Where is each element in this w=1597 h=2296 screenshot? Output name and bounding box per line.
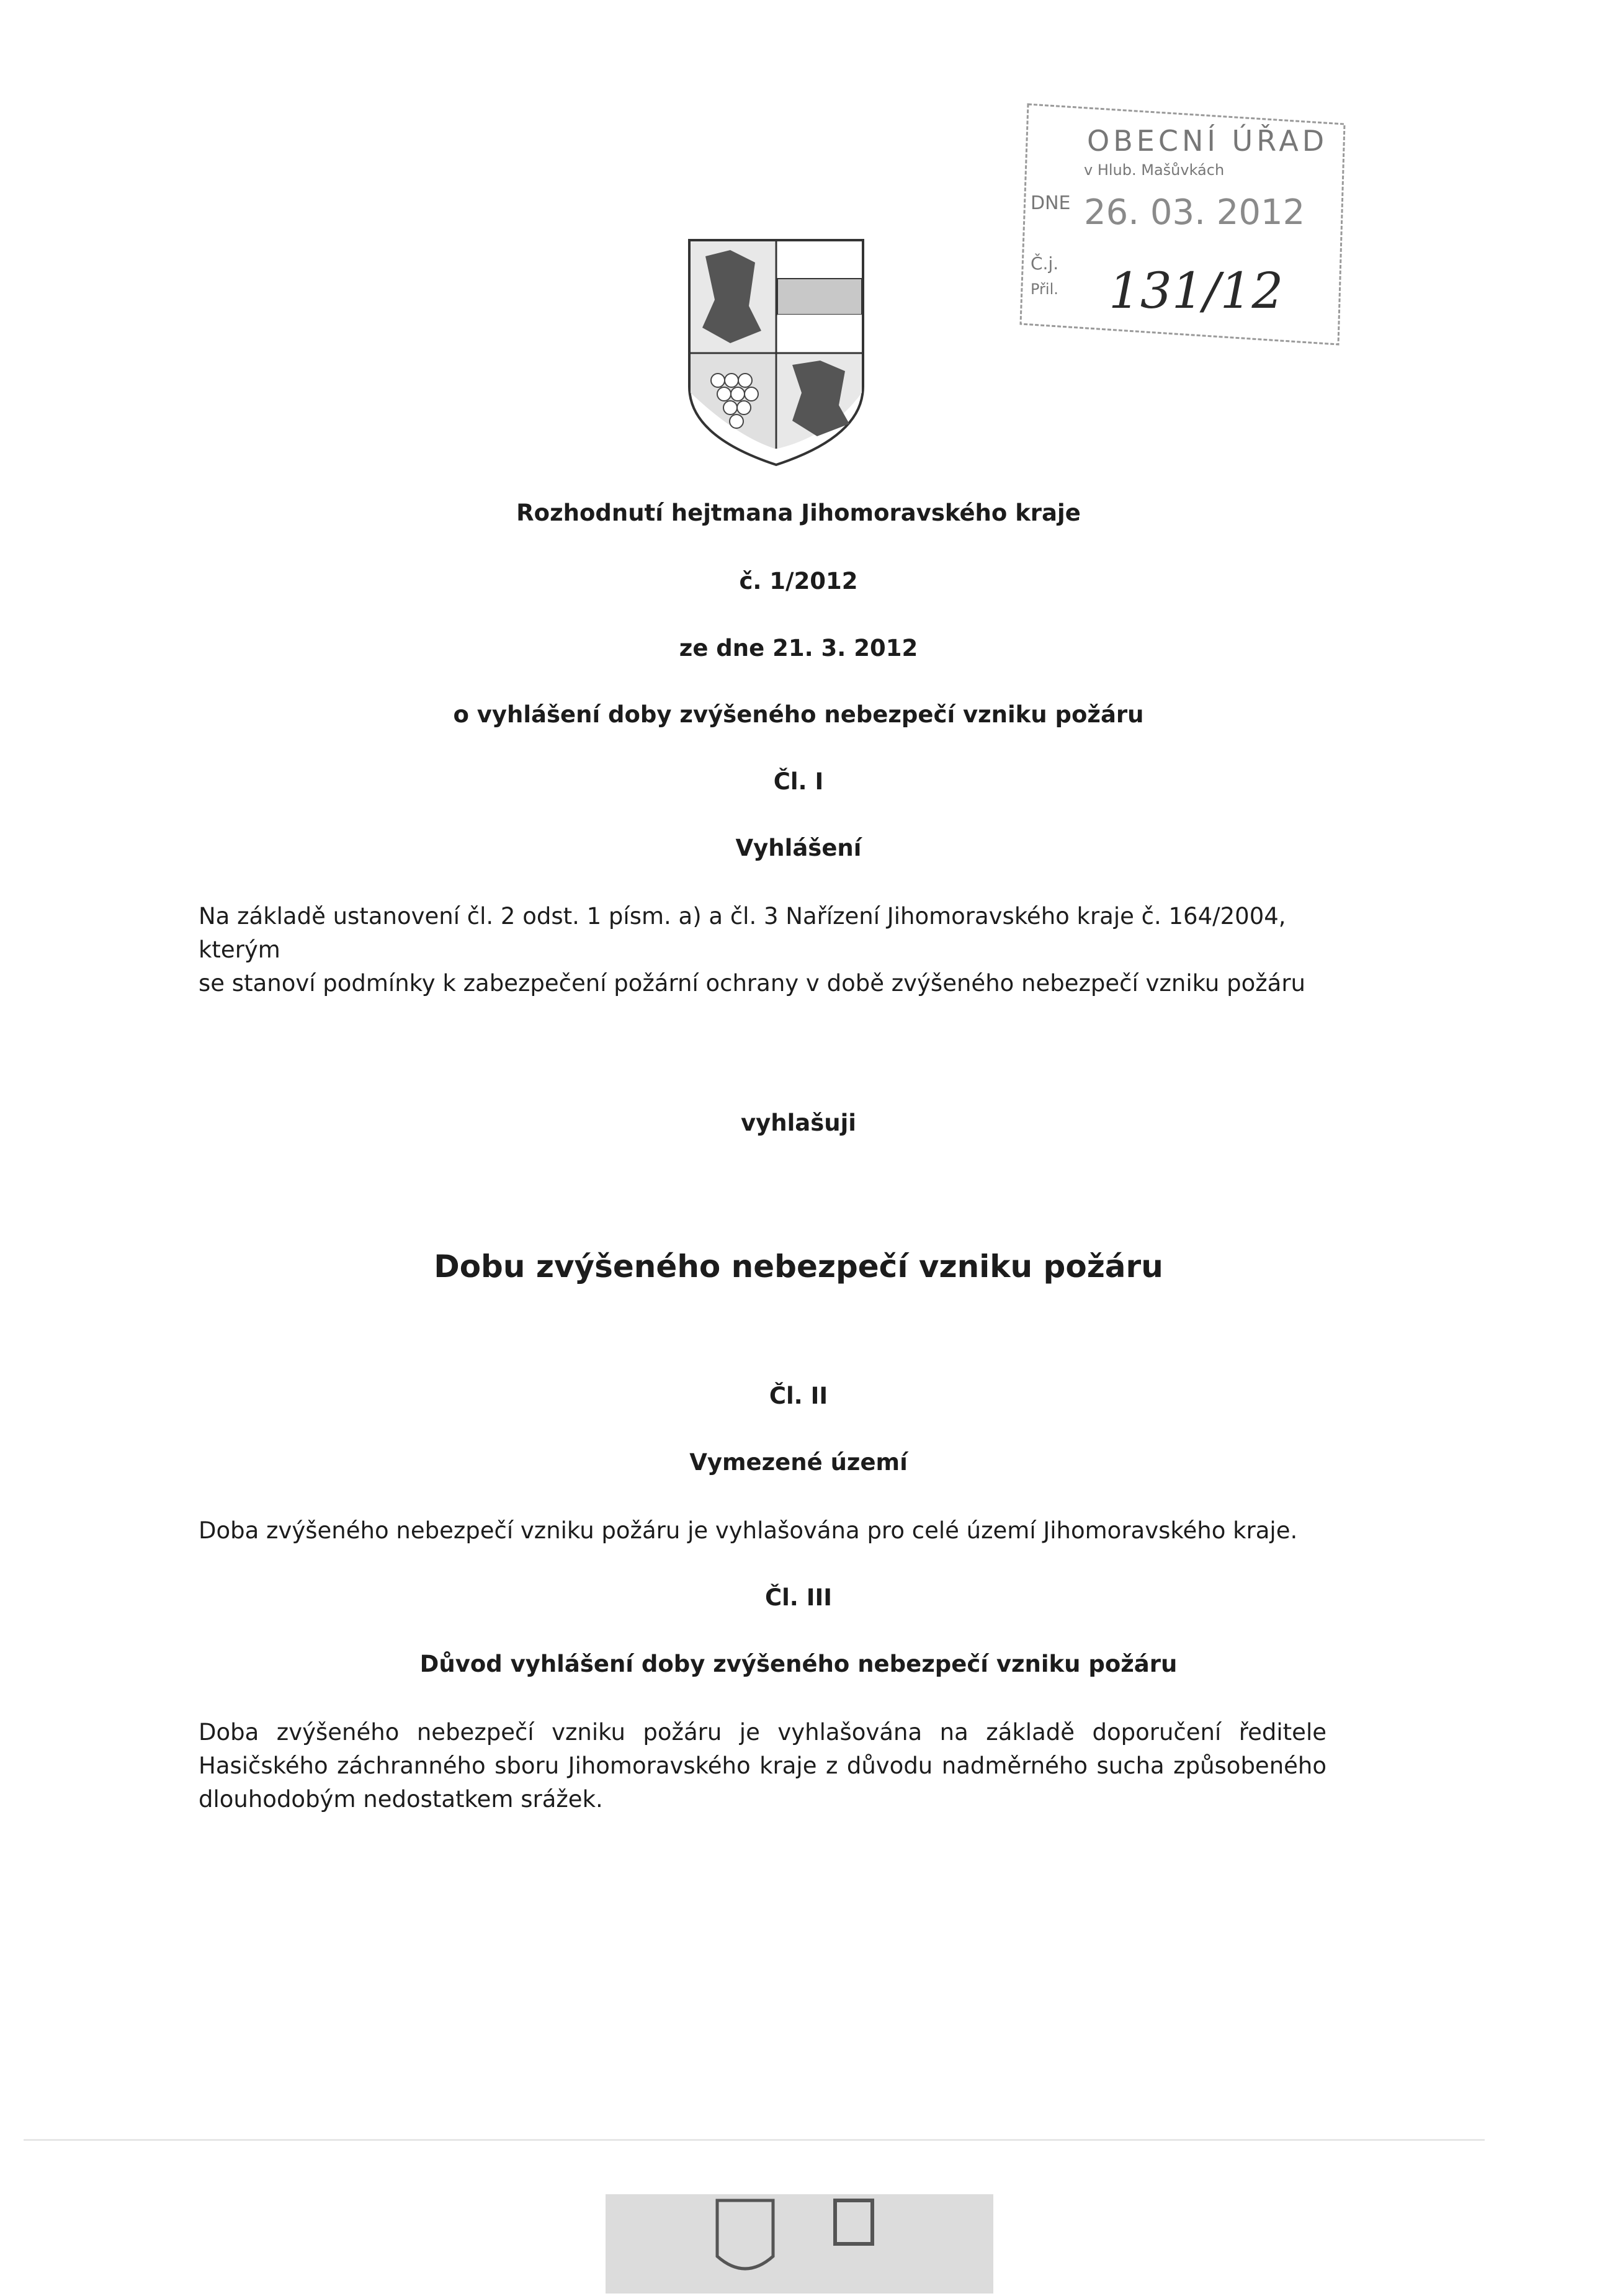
article-2-title: Vymezené území [689, 1449, 908, 1476]
stamp-place: v Hlub. Mašůvkách [1084, 161, 1225, 179]
article-1-line-2: se stanoví podmínky k zabezpečení požární ochrany v době zvýšeného nebezpečí vzniku požáru [199, 970, 1305, 997]
stamp-office: OBECNÍ ÚŘAD [1087, 124, 1328, 158]
article-2-label: Čl. II [769, 1383, 828, 1409]
stamp-dne-label: DNE [1031, 192, 1071, 214]
next-page-preview [606, 2194, 993, 2294]
office-stamp [1016, 99, 1351, 348]
document-date: ze dne 21. 3. 2012 [679, 635, 918, 661]
article-3-title: Důvod vyhlášení doby zvýšeného nebezpečí vzniku požáru [419, 1651, 1178, 1677]
article-3-label: Čl. III [764, 1584, 833, 1611]
document-number: č. 1/2012 [739, 568, 858, 594]
article-1-line-1: Na základě ustanovení čl. 2 odst. 1 písm. a) a čl. 3 Nařízení Jihomoravského kraje č. 164/2004, kterým [199, 903, 1286, 963]
stamp-cj-label: Č.j. [1031, 253, 1059, 274]
next-page-crest-icon [606, 2194, 993, 2294]
article-2-text: Doba zvýšeného nebezpečí vzniku požáru je vyhlašována pro celé území Jihomoravského kraje. [199, 1517, 1298, 1544]
declaration-word: vyhlašuji [741, 1110, 856, 1136]
document-subject: o vyhlášení doby zvýšeného nebezpečí vzniku požáru [453, 701, 1144, 728]
page-bottom-edge [24, 2139, 1485, 2141]
coat-of-arms-icon [687, 238, 866, 467]
document-title: Rozhodnutí hejtmana Jihomoravského kraje [516, 500, 1081, 526]
article-3-text: Doba zvýšeného nebezpečí vzniku požáru je vyhlašována na základě doporučení ředitele Hasičského záchranného sboru Jihomoravského kraje z důvodu nadměrného sucha způsobeného dlouhodobým nedostatkem srážek. [199, 1719, 1326, 1813]
stamp-prik-label: Přil. [1031, 280, 1058, 298]
main-heading: Dobu zvýšeného nebezpečí vzniku požáru [434, 1249, 1163, 1285]
article-1-title: Vyhlášení [735, 835, 862, 861]
stamp-date: 26. 03. 2012 [1084, 192, 1305, 233]
stamp-handwritten-number: 131/12 [1109, 262, 1284, 320]
article-1-text [199, 900, 1326, 1000]
article-1-label: Čl. I [773, 768, 824, 795]
